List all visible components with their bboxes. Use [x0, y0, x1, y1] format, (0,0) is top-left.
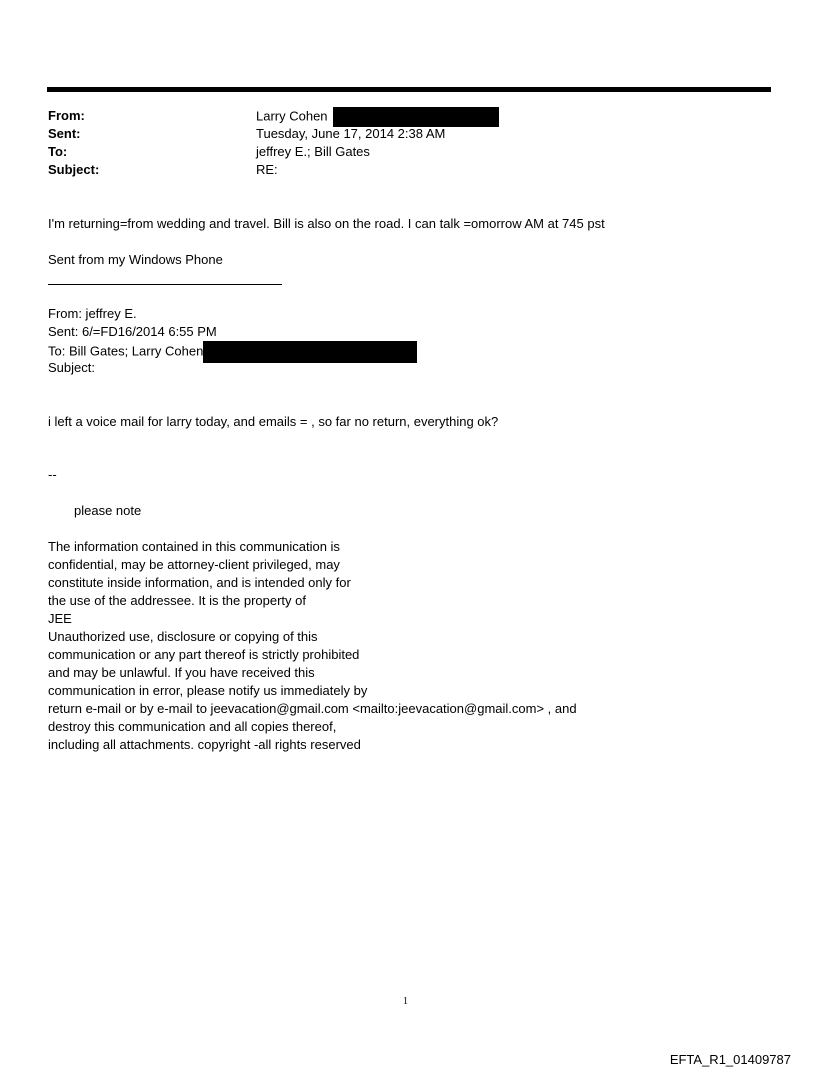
to-label: To:: [48, 144, 68, 159]
from-label: From:: [48, 108, 85, 123]
disclaimer: [48, 538, 577, 754]
to-value: jeffrey E.; Bill Gates: [256, 144, 370, 159]
quoted-to-row: [48, 341, 417, 363]
quoted-subject: Subject:: [48, 360, 95, 375]
top-rule: [47, 87, 771, 92]
disclaimer-line: communication in error, please notify us immediately by: [48, 683, 368, 698]
disclaimer-line: the use of the addressee. It is the property of: [48, 593, 306, 608]
disclaimer-line: including all attachments. copyright -all rights reserved: [48, 737, 361, 752]
quoted-body: i left a voice mail for larry today, and emails = , so far no return, everything ok?: [48, 414, 499, 429]
disclaimer-line: destroy this communication and all copies thereof,: [48, 719, 337, 734]
redaction-box: [333, 107, 499, 127]
disclaimer-line: JEE: [48, 611, 72, 626]
disclaimer-line: The information contained in this communication is: [48, 539, 340, 554]
disclaimer-line: communication or any part thereof is strictly prohibited: [48, 647, 360, 662]
disclaimer-line: Unauthorized use, disclosure or copying of this: [48, 629, 318, 644]
please-note: please note: [74, 503, 142, 518]
redaction-box: [203, 341, 417, 363]
message-body: I'm returning=from wedding and travel. Bill is also on the road. I can talk =omorrow AM at 745 pst: [48, 216, 605, 231]
quoted-to: To: Bill Gates; Larry Cohen: [48, 343, 204, 359]
subject-value: RE:: [256, 162, 278, 177]
quoted-from: From: jeffrey E.: [48, 306, 137, 321]
subject-label: Subject:: [48, 162, 100, 177]
sent-label: Sent:: [48, 126, 81, 141]
disclaimer-line: and may be unlawful. If you have received this: [48, 665, 315, 680]
from-value: [256, 107, 499, 127]
from-name: Larry Cohen: [256, 108, 328, 124]
disclaimer-line: constitute inside information, and is intended only for: [48, 575, 351, 590]
sent-value: Tuesday, June 17, 2014 2:38 AM: [256, 126, 446, 141]
separator-line: [48, 284, 282, 285]
disclaimer-line: confidential, may be attorney-client privileged, may: [48, 557, 340, 572]
signature-dash: --: [48, 467, 57, 482]
disclaimer-line: return e-mail or by e-mail to jeevacation@gmail.com <mailto:jeevacation@gmail.com> , and: [48, 701, 577, 716]
message-signature: Sent from my Windows Phone: [48, 252, 223, 267]
quoted-sent: Sent: 6/=FD16/2014 6:55 PM: [48, 324, 217, 339]
page-number: 1: [403, 996, 408, 1007]
document-id: EFTA_R1_01409787: [669, 1052, 791, 1067]
